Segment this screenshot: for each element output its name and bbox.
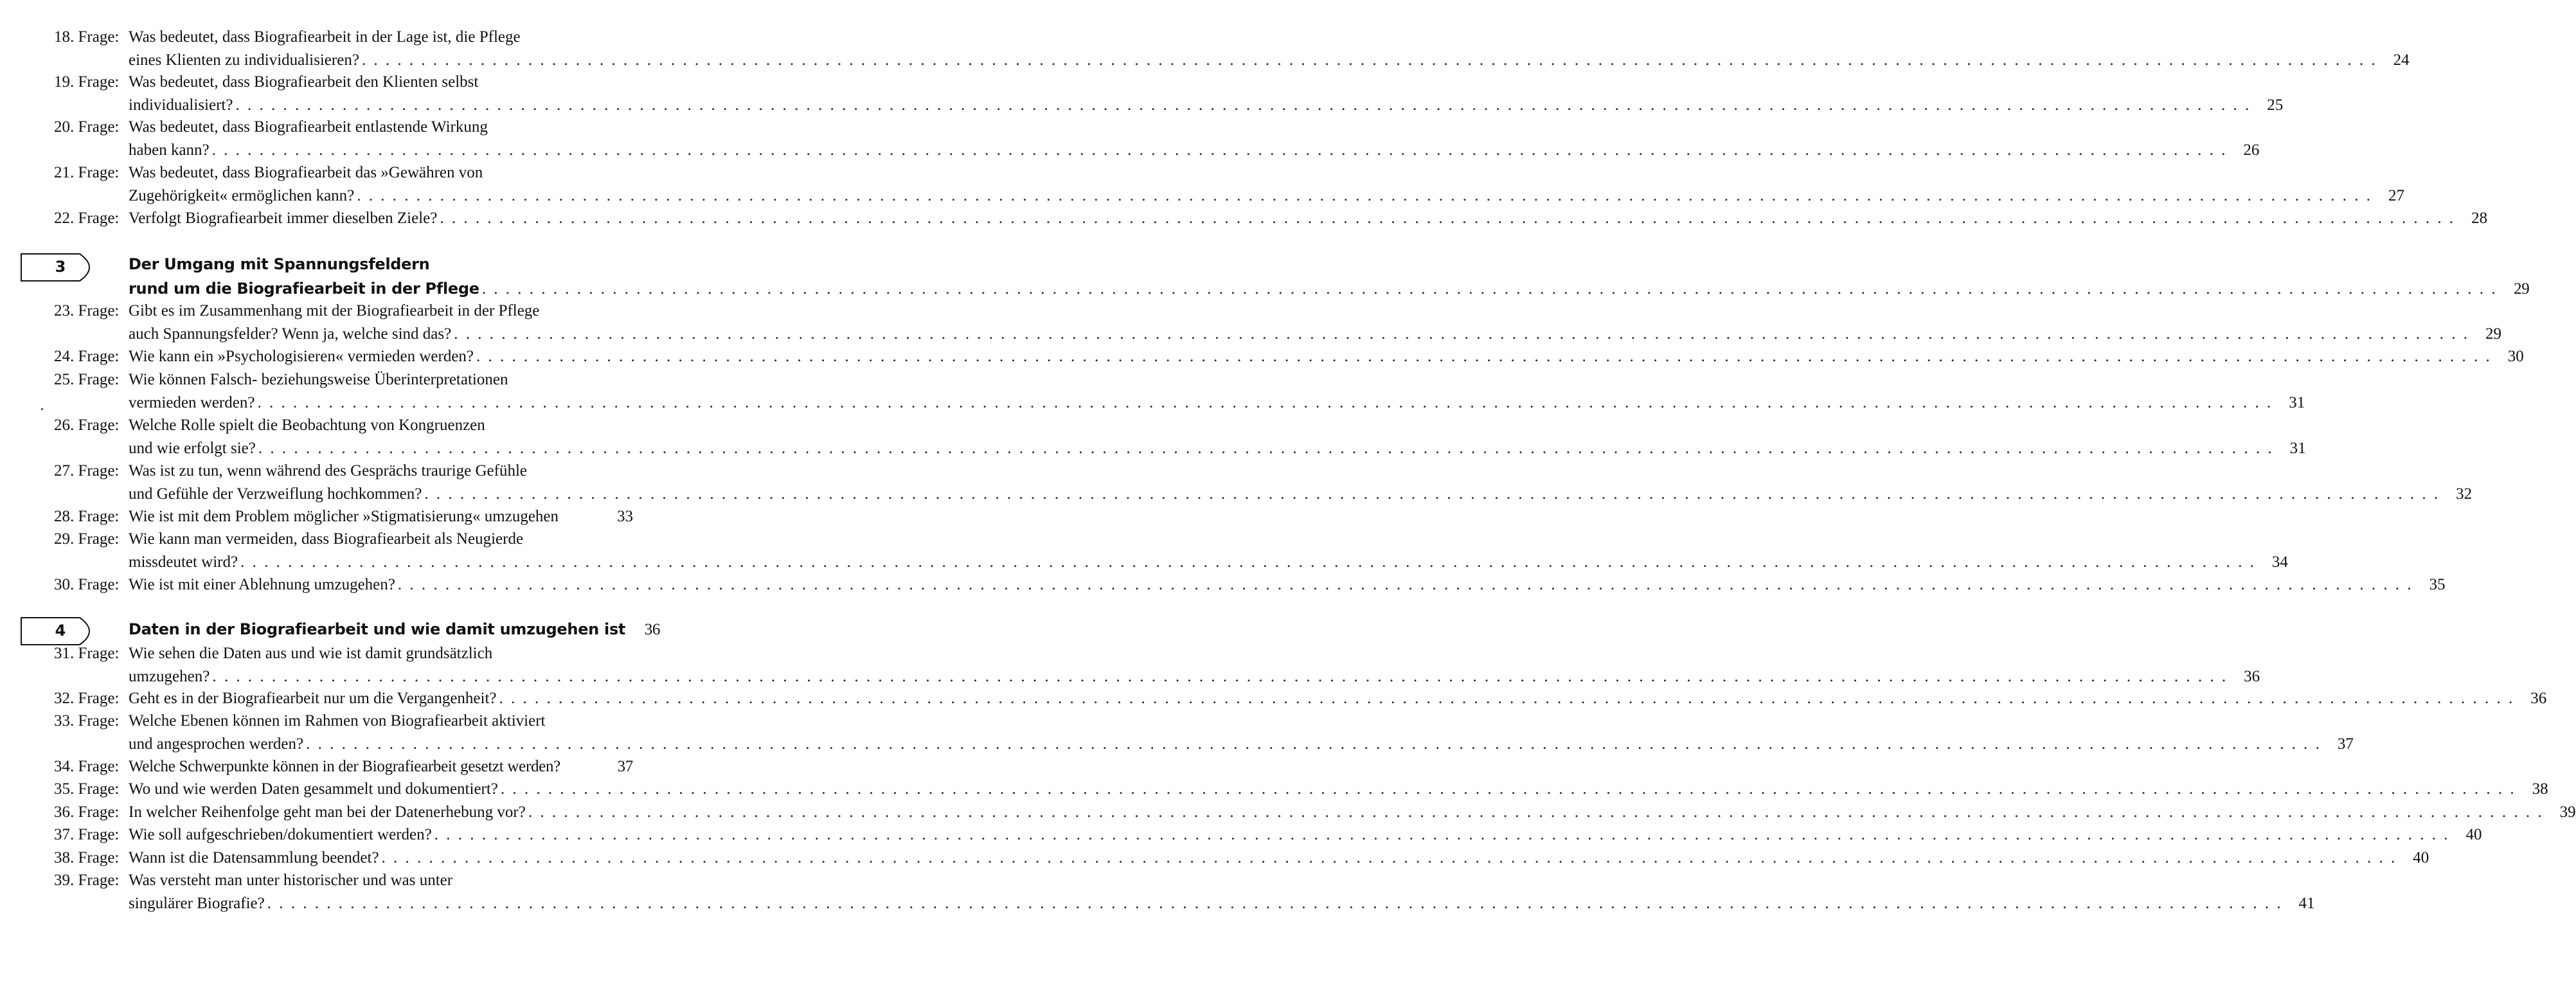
page-number: 25 [2267,96,2284,114]
entry-title-line: und wie erfolgt sie? . . . 31 [129,437,633,460]
entry-title-line: missdeutet wird? . . . 34 [129,551,633,574]
entry-title-line: Wie kann man vermeiden, dass Biografiearbeit als Neugierde [129,530,524,548]
dot-leader [434,823,2450,847]
page-number: 31 [2289,440,2306,457]
dot-leader [357,184,2372,208]
page-number: 29 [2485,325,2501,343]
page-number: 26 [2243,141,2260,159]
page-number: 24 [2393,51,2410,69]
question-number: 27. Frage: [54,462,120,480]
dot-leader [267,892,2283,915]
entry-title-line: haben kann? . . . 26 [129,139,633,162]
entry-title-line: Was bedeutet, dass Biografiearbeit den Klienten selbst [129,73,479,91]
entry-title-line: Welche Rolle spielt die Beobachtung von Kongruenzen [129,417,485,434]
page-number: 30 [2507,348,2524,365]
entry-title-line: Wie können Falsch- beziehungsweise Überinterpretationen [129,371,508,388]
question-number: 21. Frage: [54,164,120,181]
entry-title-line: Geht es in der Biografiearbeit nur um die Vergangenheit? . . . 36 [129,687,633,710]
page-number: 34 [2271,553,2288,571]
dot-leader [440,207,2455,230]
entry-title-line: Was bedeutet, dass Biografiearbeit das »Gewähren von [129,164,483,181]
page-number: 40 [2465,826,2482,843]
page-number: 29 [2514,280,2530,298]
question-number: 26. Frage: [54,417,120,434]
page-number: 36 [644,621,661,638]
page-number: 33 [617,508,633,525]
question-number: 24. Frage: [54,348,120,365]
page-number: 36 [2530,690,2547,707]
chapter-number: 4 [55,622,66,640]
dot-leader [212,139,2228,162]
dot-leader [454,323,2469,346]
question-number: 39. Frage: [54,872,120,889]
dot-leader [306,733,2321,756]
page-number: 27 [2388,187,2405,204]
chapter-number-badge [21,252,102,283]
print-speck [41,408,43,410]
question-number: 22. Frage: [54,210,120,227]
chapter-number: 3 [55,258,66,276]
question-number: 19. Frage: [54,73,120,91]
entry-title-line: Gibt es im Zusammenhang mit der Biografiearbeit in der Pflege [129,302,540,319]
page-number: 36 [2244,668,2260,685]
question-number: 35. Frage: [54,780,120,798]
entry-title-line: Wie kann ein »Psychologisieren« vermieden werden? . . . 30 [129,345,633,368]
page-number: 39 [2559,803,2576,821]
question-number: 38. Frage: [54,849,120,866]
chapter-title-line: Der Umgang mit Spannungsfeldern [129,255,430,273]
question-number: 28. Frage: [54,508,120,525]
question-number: 34. Frage: [54,758,120,775]
question-number: 32. Frage: [54,690,120,707]
dot-leader [235,94,2251,117]
question-number: 30. Frage: [54,576,120,593]
question-number: 18. Frage: [54,28,120,46]
page-number: 31 [2289,394,2305,411]
page-number: 41 [2298,895,2315,912]
chapter-title-line: rund um die Biografiearbeit in der Pflege . . . 29 [129,276,633,301]
chapter-title-line: Daten in der Biografiearbeit und wie damit umzugehen ist 36 [129,617,633,641]
page-number: 40 [2413,849,2429,866]
entry-title-line: Zugehörigkeit« ermöglichen kann? . . . 27 [129,184,633,208]
entry-title-line: Was ist zu tun, wenn während des Gesprächs traurige Gefühle [129,462,528,480]
dot-leader [476,345,2492,368]
entry-title-line: auch Spannungsfelder? Wenn ja, welche sind das? . . . 29 [129,323,633,346]
dot-leader [528,801,2544,824]
page-number: 35 [2429,576,2446,593]
question-number: 31. Frage: [54,645,120,662]
question-number: 33. Frage: [54,712,120,730]
entry-title-line: umzugehen? . . . 36 [129,665,633,688]
entry-title-line: und Gefühle der Verzweiflung hochkommen? . . . 32 [129,483,633,506]
question-number: 25. Frage: [54,371,120,388]
entry-title-line: Welche Ebenen können im Rahmen von Biografiearbeit aktiviert [129,712,546,730]
entry-title-line: Was versteht man unter historischer und was unter [129,872,453,889]
dot-leader [240,551,2256,574]
dot-leader [382,847,2397,870]
entry-title-line: In welcher Reihenfolge geht man bei der Datenerhebung vor? . . . 39 [129,801,633,824]
entry-title-line: Wo und wie werden Daten gesammelt und dokumentiert? . . . 38 [129,778,633,801]
entry-title-line: Wann ist die Datensammlung beendet? . . . 40 [129,847,633,870]
dot-leader [258,437,2274,460]
entry-title-line: Wie sehen die Daten aus und wie ist damit grundsätzlich [129,645,493,662]
entry-title-line: eines Klienten zu individualisieren? . . . 24 [129,49,633,72]
question-number: 20. Frage: [54,118,120,136]
dot-leader [482,277,2498,301]
entry-title-line: Was bedeutet, dass Biografiearbeit entlastende Wirkung [129,118,488,136]
entry-title-line: Wie ist mit einer Ablehnung umzugehen? . . . 35 [129,573,633,596]
dot-leader [424,483,2440,506]
page-number: 28 [2471,210,2488,227]
question-number: 23. Frage: [54,302,120,319]
entry-title-line: Wie ist mit dem Problem möglicher »Stigmatisierung« umzugehen 33 [129,505,633,528]
dot-leader [398,573,2413,596]
entry-title-line: Was bedeutet, dass Biografiearbeit in der Lage ist, die Pflege [129,28,521,46]
dot-leader [501,778,2516,801]
question-number: 29. Frage: [54,530,120,548]
entry-title-line: Wie soll aufgeschrieben/dokumentiert werden? . . . 40 [129,823,633,847]
page-number: 37 [617,758,633,775]
dot-leader [499,687,2515,710]
entry-title-line: Verfolgt Biografiearbeit immer dieselben Ziele? . . . 28 [129,207,633,230]
question-number: 37. Frage: [54,826,120,843]
dot-leader [362,49,2377,72]
entry-title-line: und angesprochen werden? . . . 37 [129,733,633,756]
question-number: 36. Frage: [54,803,120,821]
entry-title-line: singulärer Biografie? . . . 41 [129,892,633,915]
dot-leader [257,391,2273,415]
page-number: 37 [2337,735,2354,753]
page-number: 38 [2532,780,2548,798]
page-number: 32 [2456,485,2473,503]
entry-title-line: individualisiert? . . . 25 [129,94,633,117]
dot-leader [212,665,2228,688]
entry-title-line: vermieden werden? . . . 31 [129,391,633,415]
entry-title-line: Welche Schwerpunkte können in der Biografiearbeit gesetzt werden? 37 [129,755,633,778]
